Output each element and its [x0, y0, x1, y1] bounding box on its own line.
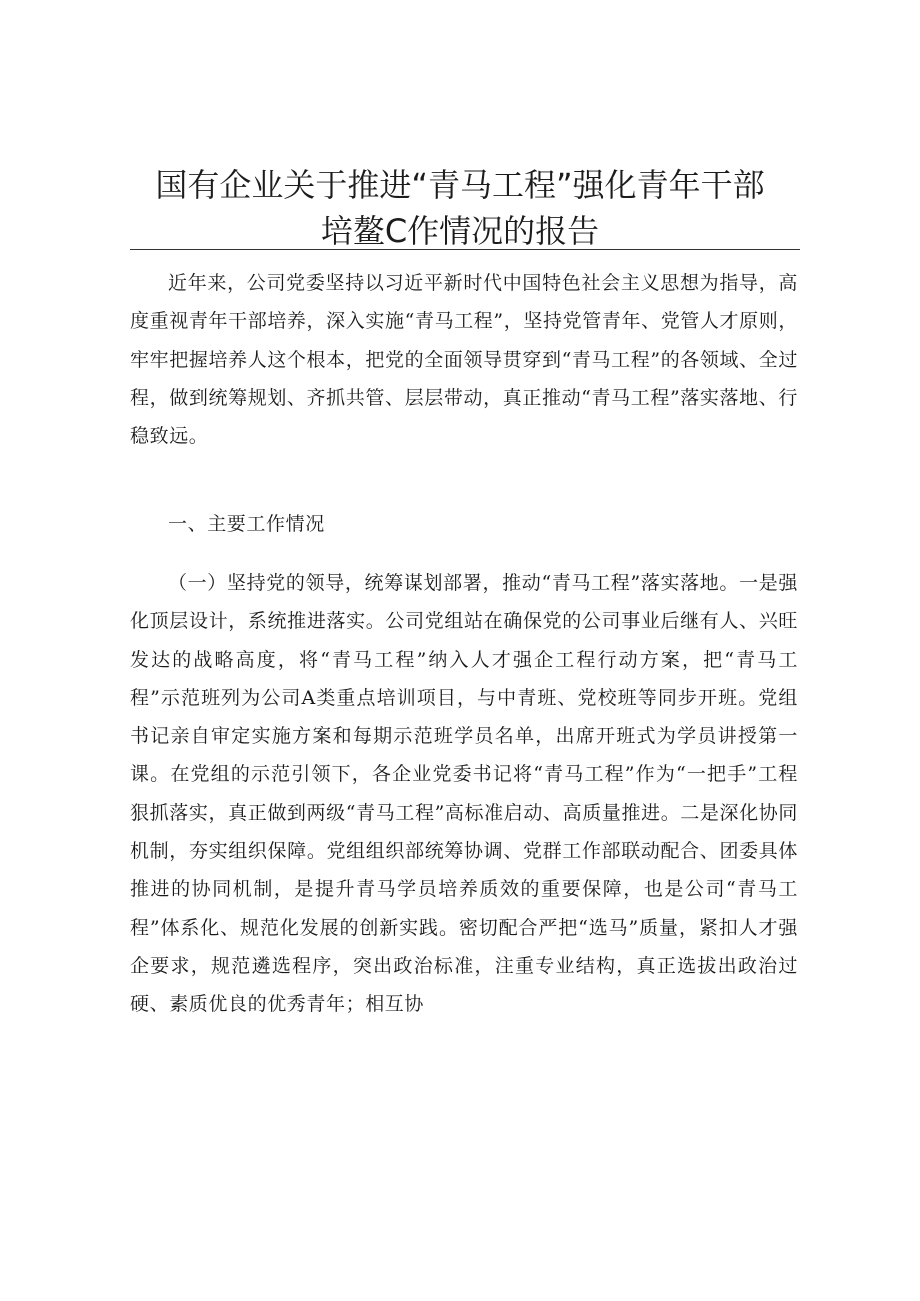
title-underline [130, 249, 800, 250]
section-heading: 一、主要工作情况 [168, 513, 325, 535]
intro-paragraph [130, 264, 798, 455]
title-line-1: 国有企业关于推进“青马工程”强化青年干部 [155, 166, 765, 204]
document-title [0, 162, 920, 254]
title-line-2: 培鳌C作情况的报告 [320, 212, 600, 250]
paragraph-text: 近年来，公司党委坚持以习近平新时代中国特色社会主义思想为指导，高度重视青年干部培养，深入实施“青马工程”，坚持党管青年、党管人才原则，牢牢把握培养人这个根本，把党的全面领导贯穿到“青马工程”的各领域、全过程，做到统筹规划、齐抓共管、层层带动，真正推动“青马工程”落实落地、行稳致远。 [130, 272, 798, 448]
section-paragraph [130, 564, 798, 1024]
paragraph-text: （一）坚持党的领导，统筹谋划部署，推动“青马工程”落实落地。一是强化顶层设计，系统推进落实。公司党组站在确保党的公司事业后继有人、兴旺发达的战略高度，将“青马工程”纳入人才强企工程行动方案，把“青马工程”示范班列为公司A类重点培训项目，与中青班、党校班等同步开班。党组书记亲自审定实施方案和每期示范班学员名单，出席开班式为学员讲授第一课。在党组的示范引领下，各企业党委书记将“青马工程”作为“一把手”工程狠抓落实，真正做到两级“青马工程”高标准启动、高质量推进。二是深化协同机制，夯实组织保障。党组组织部统筹协调、党群工作部联动配合、团委具体推进的协同机制，是提升青马学员培养质效的重要保障，也是公司“青马工程”体系化、规范化发展的创新实践。密切配合严把“选马”质量，紧扣人才强企要求，规范遴选程序，突出政治标准，注重专业结构，真正选拔出政治过硬、素质优良的优秀青年；相互协 [130, 572, 798, 1016]
